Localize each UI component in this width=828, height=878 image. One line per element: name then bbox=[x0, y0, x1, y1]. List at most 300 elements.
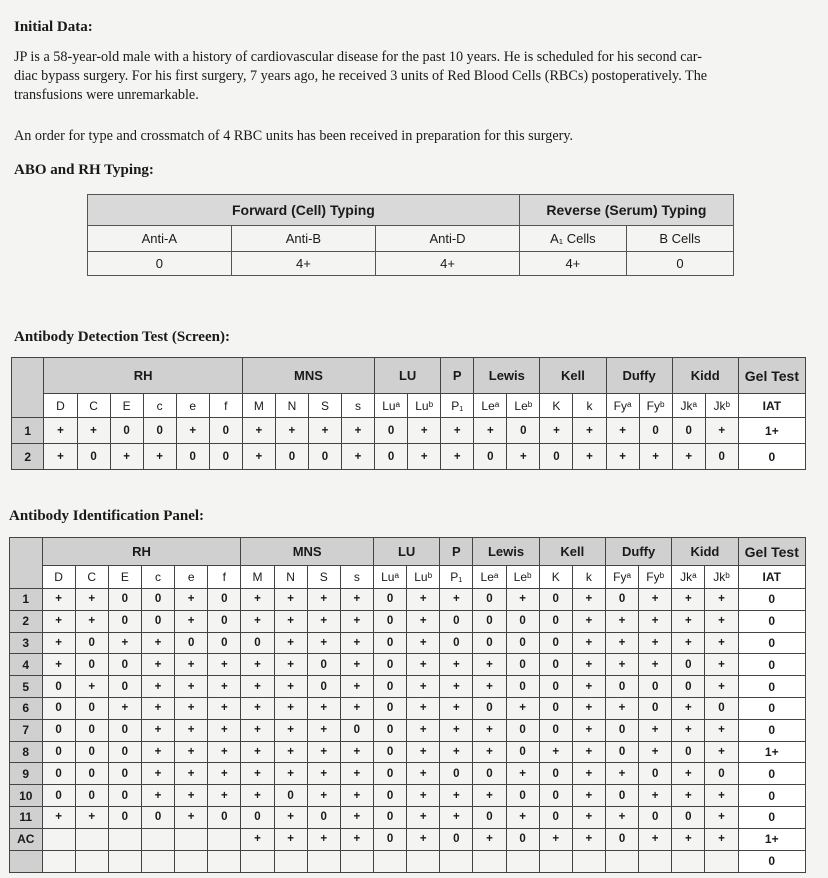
panel-reaction-cell bbox=[75, 850, 108, 872]
panel-reaction-cell: + bbox=[705, 806, 738, 828]
panel-reaction-cell: 0 bbox=[539, 589, 572, 611]
panel-reaction-cell: + bbox=[440, 654, 473, 676]
panel-group-kidd: Kidd bbox=[672, 538, 738, 566]
panel-reaction-cell: + bbox=[208, 785, 241, 807]
screen-antigen-header: Fyᵇ bbox=[639, 394, 672, 418]
panel-reaction-cell: + bbox=[141, 676, 174, 698]
panel-cell-label: 7 bbox=[10, 719, 43, 741]
abo-header-anti-a: Anti-A bbox=[88, 226, 232, 252]
panel-reaction-cell: 0 bbox=[108, 785, 141, 807]
screen-reaction-cell: + bbox=[342, 444, 375, 470]
screen-group-kidd: Kidd bbox=[672, 358, 738, 394]
panel-gel-result: 1+ bbox=[738, 741, 805, 763]
panel-reaction-cell: + bbox=[141, 741, 174, 763]
panel-reaction-cell: + bbox=[241, 828, 274, 850]
panel-reaction-cell: 0 bbox=[506, 741, 539, 763]
panel-reaction-cell: + bbox=[42, 589, 75, 611]
reverse-typing-header: Reverse (Serum) Typing bbox=[519, 195, 733, 226]
panel-cell-label: 9 bbox=[10, 763, 43, 785]
panel-reaction-cell: 0 bbox=[473, 806, 506, 828]
panel-reaction-cell: + bbox=[175, 676, 208, 698]
panel-reaction-cell: + bbox=[705, 676, 738, 698]
panel-antigen-header: Luᵇ bbox=[407, 566, 440, 589]
screen-antigen-header: Luᵃ bbox=[375, 394, 408, 418]
panel-reaction-cell: + bbox=[340, 741, 373, 763]
forward-typing-header: Forward (Cell) Typing bbox=[88, 195, 520, 226]
abo-header-a1-cells: A₁ Cells bbox=[519, 226, 626, 252]
panel-gel-result: 0 bbox=[738, 632, 805, 654]
panel-group-p: P bbox=[440, 538, 473, 566]
panel-reaction-cell: 0 bbox=[539, 632, 572, 654]
panel-cell-label: 2 bbox=[10, 610, 43, 632]
screen-reaction-cell: 0 bbox=[176, 444, 209, 470]
panel-reaction-cell: + bbox=[340, 828, 373, 850]
panel-reaction-cell: + bbox=[274, 610, 307, 632]
panel-reaction-cell: + bbox=[241, 654, 274, 676]
panel-reaction-cell: + bbox=[208, 719, 241, 741]
panel-reaction-cell bbox=[307, 850, 340, 872]
panel-reaction-cell: 0 bbox=[373, 654, 406, 676]
panel-antigen-header: s bbox=[340, 566, 373, 589]
panel-reaction-cell: 0 bbox=[241, 632, 274, 654]
panel-reaction-cell: + bbox=[175, 610, 208, 632]
panel-reaction-cell: + bbox=[572, 654, 605, 676]
panel-reaction-cell bbox=[141, 828, 174, 850]
panel-reaction-cell: + bbox=[506, 806, 539, 828]
panel-reaction-cell: + bbox=[307, 697, 340, 719]
panel-reaction-cell bbox=[208, 828, 241, 850]
panel-reaction-cell: + bbox=[440, 697, 473, 719]
panel-reaction-cell: + bbox=[672, 589, 705, 611]
panel-reaction-cell bbox=[42, 850, 75, 872]
screen-antigen-header: C bbox=[77, 394, 110, 418]
panel-reaction-cell: + bbox=[705, 785, 738, 807]
panel-reaction-cell: + bbox=[340, 589, 373, 611]
screen-reaction-cell: + bbox=[176, 418, 209, 444]
panel-reaction-cell: + bbox=[208, 676, 241, 698]
panel-reaction-cell: 0 bbox=[42, 741, 75, 763]
panel-reaction-cell: 0 bbox=[175, 632, 208, 654]
screen-antigen-header: k bbox=[573, 394, 606, 418]
panel-reaction-cell: 0 bbox=[539, 610, 572, 632]
panel-reaction-cell: + bbox=[274, 697, 307, 719]
abo-rh-table bbox=[87, 194, 734, 276]
panel-reaction-cell: + bbox=[440, 589, 473, 611]
screen-reaction-cell: + bbox=[77, 418, 110, 444]
panel-reaction-cell: + bbox=[705, 589, 738, 611]
panel-antigen-header: k bbox=[572, 566, 605, 589]
abo-header-b-cells: B Cells bbox=[626, 226, 733, 252]
panel-reaction-cell: + bbox=[241, 676, 274, 698]
panel-reaction-cell: 0 bbox=[473, 632, 506, 654]
panel-reaction-cell: + bbox=[639, 828, 672, 850]
panel-row bbox=[10, 719, 806, 741]
panel-reaction-cell: 0 bbox=[639, 763, 672, 785]
panel-reaction-cell: 0 bbox=[274, 785, 307, 807]
panel-reaction-cell: + bbox=[141, 632, 174, 654]
screen-reaction-cell: + bbox=[606, 418, 639, 444]
panel-cell-label: 4 bbox=[10, 654, 43, 676]
panel-reaction-cell: + bbox=[407, 610, 440, 632]
panel-reaction-cell: 0 bbox=[539, 719, 572, 741]
panel-reaction-cell bbox=[407, 850, 440, 872]
panel-reaction-cell: + bbox=[705, 610, 738, 632]
panel-reaction-cell: + bbox=[108, 697, 141, 719]
panel-reaction-cell: 0 bbox=[605, 785, 638, 807]
panel-gel-result: 0 bbox=[738, 785, 805, 807]
panel-reaction-cell: + bbox=[705, 654, 738, 676]
panel-reaction-cell: + bbox=[572, 806, 605, 828]
abo-heading: ABO and RH Typing: bbox=[14, 162, 154, 178]
panel-reaction-cell: + bbox=[407, 719, 440, 741]
panel-reaction-cell: + bbox=[672, 785, 705, 807]
panel-reaction-cell: 0 bbox=[440, 632, 473, 654]
panel-reaction-cell bbox=[108, 850, 141, 872]
panel-reaction-cell: + bbox=[572, 676, 605, 698]
panel-group-lewis: Lewis bbox=[473, 538, 539, 566]
panel-reaction-cell: 0 bbox=[75, 785, 108, 807]
panel-reaction-cell bbox=[506, 850, 539, 872]
panel-reaction-cell: 0 bbox=[141, 806, 174, 828]
panel-heading: Antibody Identification Panel: bbox=[9, 508, 205, 524]
panel-reaction-cell: + bbox=[506, 589, 539, 611]
panel-reaction-cell: + bbox=[572, 741, 605, 763]
screen-reaction-cell: 0 bbox=[275, 444, 308, 470]
panel-reaction-cell: + bbox=[672, 697, 705, 719]
panel-reaction-cell: + bbox=[572, 610, 605, 632]
panel-reaction-cell: + bbox=[307, 719, 340, 741]
panel-reaction-cell: + bbox=[605, 610, 638, 632]
panel-reaction-cell: + bbox=[307, 785, 340, 807]
panel-reaction-cell: + bbox=[340, 654, 373, 676]
panel-reaction-cell: 0 bbox=[108, 589, 141, 611]
panel-group-kell: Kell bbox=[539, 538, 605, 566]
panel-reaction-cell: + bbox=[42, 654, 75, 676]
panel-reaction-cell: + bbox=[407, 763, 440, 785]
panel-reaction-cell: + bbox=[440, 741, 473, 763]
screen-reaction-cell: 0 bbox=[507, 418, 540, 444]
panel-reaction-cell: + bbox=[407, 632, 440, 654]
panel-reaction-cell: 0 bbox=[108, 741, 141, 763]
panel-reaction-cell: + bbox=[506, 763, 539, 785]
panel-antigen-header: c bbox=[141, 566, 174, 589]
panel-group-mns: MNS bbox=[241, 538, 374, 566]
panel-reaction-cell: + bbox=[241, 741, 274, 763]
screen-antigen-header: s bbox=[342, 394, 375, 418]
panel-reaction-cell: 0 bbox=[473, 763, 506, 785]
panel-reaction-cell: 0 bbox=[639, 676, 672, 698]
panel-row bbox=[10, 697, 806, 719]
panel-reaction-cell: 0 bbox=[506, 785, 539, 807]
panel-reaction-cell: + bbox=[175, 589, 208, 611]
panel-reaction-cell: 0 bbox=[75, 632, 108, 654]
panel-reaction-cell: + bbox=[141, 719, 174, 741]
panel-reaction-cell: + bbox=[407, 806, 440, 828]
screen-gel-result: 1+ bbox=[738, 418, 805, 444]
panel-reaction-cell: 0 bbox=[108, 806, 141, 828]
panel-reaction-cell: + bbox=[241, 763, 274, 785]
panel-antigen-header: Jkᵃ bbox=[672, 566, 705, 589]
panel-reaction-cell: 0 bbox=[208, 632, 241, 654]
panel-reaction-cell: + bbox=[407, 676, 440, 698]
panel-reaction-cell: + bbox=[340, 763, 373, 785]
panel-cell-label: 1 bbox=[10, 589, 43, 611]
screen-reaction-cell: 0 bbox=[672, 418, 705, 444]
screen-reaction-cell: + bbox=[672, 444, 705, 470]
panel-reaction-cell: + bbox=[572, 763, 605, 785]
screen-reaction-cell: 0 bbox=[209, 418, 242, 444]
panel-reaction-cell: + bbox=[241, 785, 274, 807]
panel-row bbox=[10, 806, 806, 828]
panel-gel-result: 1+ bbox=[738, 828, 805, 850]
panel-cell-label: AC bbox=[10, 828, 43, 850]
panel-reaction-cell: 0 bbox=[108, 676, 141, 698]
panel-reaction-cell: + bbox=[672, 763, 705, 785]
panel-reaction-cell: + bbox=[473, 654, 506, 676]
panel-reaction-cell: + bbox=[340, 697, 373, 719]
panel-reaction-cell: 0 bbox=[605, 589, 638, 611]
panel-cell-label: 3 bbox=[10, 632, 43, 654]
panel-antigen-header: f bbox=[208, 566, 241, 589]
screen-gel-result: 0 bbox=[738, 444, 805, 470]
panel-reaction-cell: 0 bbox=[506, 654, 539, 676]
panel-reaction-cell: 0 bbox=[108, 610, 141, 632]
screen-reaction-cell: + bbox=[606, 444, 639, 470]
panel-reaction-cell bbox=[108, 828, 141, 850]
case-line-2: diac bypass surgery. For his first surgery, 7 years ago, he received 3 units of Red Blood Cells (RBCs) postoperatively. The bbox=[14, 68, 708, 84]
panel-reaction-cell: + bbox=[672, 632, 705, 654]
panel-reaction-cell: + bbox=[42, 632, 75, 654]
screen-corner-cell bbox=[12, 358, 44, 418]
panel-reaction-cell: + bbox=[473, 785, 506, 807]
panel-row bbox=[10, 654, 806, 676]
panel-reaction-cell: 0 bbox=[373, 697, 406, 719]
panel-reaction-cell: + bbox=[340, 785, 373, 807]
panel-reaction-cell bbox=[539, 850, 572, 872]
panel-reaction-cell: + bbox=[42, 806, 75, 828]
panel-reaction-cell: 0 bbox=[75, 741, 108, 763]
panel-reaction-cell: 0 bbox=[539, 785, 572, 807]
screen-reaction-cell: + bbox=[275, 418, 308, 444]
panel-reaction-cell: + bbox=[605, 763, 638, 785]
screen-antigen-header: Leᵃ bbox=[474, 394, 507, 418]
screen-antigen-header: D bbox=[44, 394, 77, 418]
panel-reaction-cell: + bbox=[274, 676, 307, 698]
panel-reaction-cell: 0 bbox=[506, 610, 539, 632]
screen-reaction-cell: + bbox=[408, 418, 441, 444]
panel-reaction-cell: + bbox=[506, 697, 539, 719]
panel-reaction-cell: 0 bbox=[208, 806, 241, 828]
panel-gel-result: 0 bbox=[738, 763, 805, 785]
screen-reaction-cell: + bbox=[242, 418, 275, 444]
panel-reaction-cell bbox=[42, 828, 75, 850]
panel-reaction-cell: + bbox=[473, 828, 506, 850]
panel-reaction-cell: + bbox=[440, 676, 473, 698]
panel-gel-result: 0 bbox=[738, 806, 805, 828]
panel-reaction-cell bbox=[605, 850, 638, 872]
abo-value-a1-cells: 4+ bbox=[519, 252, 626, 276]
panel-reaction-cell: 0 bbox=[539, 697, 572, 719]
panel-reaction-cell: + bbox=[141, 785, 174, 807]
panel-reaction-cell: + bbox=[407, 828, 440, 850]
panel-reaction-cell: 0 bbox=[141, 610, 174, 632]
panel-reaction-cell: 0 bbox=[373, 785, 406, 807]
screen-cell-label: 1 bbox=[12, 418, 44, 444]
panel-reaction-cell bbox=[672, 850, 705, 872]
screen-reaction-cell: 0 bbox=[77, 444, 110, 470]
panel-reaction-cell bbox=[373, 850, 406, 872]
panel-antigen-header: M bbox=[241, 566, 274, 589]
panel-reaction-cell: + bbox=[274, 828, 307, 850]
panel-reaction-cell: + bbox=[175, 719, 208, 741]
panel-reaction-cell: 0 bbox=[141, 589, 174, 611]
screen-antigen-header: P₁ bbox=[441, 394, 474, 418]
panel-reaction-cell bbox=[241, 850, 274, 872]
panel-reaction-cell: 0 bbox=[307, 654, 340, 676]
panel-gel-result: 0 bbox=[738, 654, 805, 676]
panel-reaction-cell: + bbox=[705, 632, 738, 654]
panel-reaction-cell: + bbox=[241, 610, 274, 632]
screen-group-lu: LU bbox=[375, 358, 441, 394]
panel-reaction-cell: 0 bbox=[340, 719, 373, 741]
panel-row bbox=[10, 632, 806, 654]
panel-reaction-cell: 0 bbox=[672, 654, 705, 676]
initial-data-heading: Initial Data: bbox=[14, 19, 93, 35]
panel-reaction-cell: + bbox=[274, 589, 307, 611]
panel-reaction-cell: 0 bbox=[42, 785, 75, 807]
screen-group-p: P bbox=[441, 358, 474, 394]
panel-reaction-cell: + bbox=[75, 806, 108, 828]
panel-antigen-header: Luᵃ bbox=[373, 566, 406, 589]
panel-reaction-cell: + bbox=[175, 654, 208, 676]
panel-reaction-cell: 0 bbox=[75, 654, 108, 676]
case-paragraph bbox=[14, 48, 707, 105]
panel-reaction-cell: 0 bbox=[672, 741, 705, 763]
order-paragraph: An order for type and crossmatch of 4 RBC units has been received in preparation for this surgery. bbox=[14, 128, 574, 144]
panel-reaction-cell: 0 bbox=[373, 632, 406, 654]
panel-reaction-cell: 0 bbox=[539, 654, 572, 676]
panel-reaction-cell: + bbox=[307, 828, 340, 850]
panel-reaction-cell: + bbox=[473, 719, 506, 741]
panel-iat-header: IAT bbox=[738, 566, 805, 589]
screen-cell-label: 2 bbox=[12, 444, 44, 470]
panel-reaction-cell: + bbox=[440, 719, 473, 741]
panel-reaction-cell: + bbox=[639, 719, 672, 741]
screen-reaction-cell: + bbox=[507, 444, 540, 470]
panel-row bbox=[10, 785, 806, 807]
panel-reaction-cell: 0 bbox=[672, 676, 705, 698]
panel-reaction-cell: 0 bbox=[506, 828, 539, 850]
panel-antigen-header: P₁ bbox=[440, 566, 473, 589]
panel-reaction-cell: 0 bbox=[605, 828, 638, 850]
abo-value-anti-b: 4+ bbox=[231, 252, 376, 276]
panel-reaction-cell: 0 bbox=[42, 676, 75, 698]
screen-reaction-cell: 0 bbox=[308, 444, 341, 470]
panel-reaction-cell: 0 bbox=[672, 806, 705, 828]
panel-antigen-header: D bbox=[42, 566, 75, 589]
panel-reaction-cell: + bbox=[440, 806, 473, 828]
panel-reaction-cell: 0 bbox=[42, 719, 75, 741]
screen-reaction-cell: 0 bbox=[540, 444, 573, 470]
panel-reaction-cell: 0 bbox=[373, 741, 406, 763]
panel-reaction-cell: + bbox=[274, 763, 307, 785]
screen-reaction-cell: + bbox=[705, 418, 738, 444]
panel-reaction-cell: + bbox=[42, 610, 75, 632]
panel-reaction-cell: + bbox=[572, 697, 605, 719]
screen-row bbox=[12, 444, 806, 470]
panel-reaction-cell: 0 bbox=[440, 763, 473, 785]
panel-group-rh: RH bbox=[42, 538, 241, 566]
panel-reaction-cell: 0 bbox=[373, 610, 406, 632]
panel-reaction-cell: 0 bbox=[307, 806, 340, 828]
panel-reaction-cell: + bbox=[75, 610, 108, 632]
panel-antigen-header: Leᵇ bbox=[506, 566, 539, 589]
screen-group-rh: RH bbox=[44, 358, 242, 394]
panel-gel-result: 0 bbox=[738, 676, 805, 698]
panel-antigen-header: C bbox=[75, 566, 108, 589]
panel-reaction-cell: + bbox=[605, 697, 638, 719]
screen-reaction-cell: 0 bbox=[705, 444, 738, 470]
panel-reaction-cell: 0 bbox=[108, 719, 141, 741]
screen-reaction-cell: + bbox=[110, 444, 143, 470]
screen-row bbox=[12, 418, 806, 444]
panel-reaction-cell: + bbox=[639, 785, 672, 807]
panel-row bbox=[10, 610, 806, 632]
case-line-1: JP is a 58-year-old male with a history of cardiovascular disease for the past 10 years. He is scheduled for his second car- bbox=[14, 49, 702, 65]
screen-group-kell: Kell bbox=[540, 358, 606, 394]
abo-value-anti-d: 4+ bbox=[376, 252, 520, 276]
screen-reaction-cell: + bbox=[408, 444, 441, 470]
screen-reaction-cell: 0 bbox=[474, 444, 507, 470]
antibody-panel-table bbox=[9, 537, 806, 873]
panel-reaction-cell: + bbox=[407, 589, 440, 611]
panel-reaction-cell bbox=[340, 850, 373, 872]
panel-reaction-cell: 0 bbox=[473, 589, 506, 611]
panel-reaction-cell: + bbox=[175, 785, 208, 807]
screen-group-lewis: Lewis bbox=[474, 358, 540, 394]
panel-reaction-cell: + bbox=[572, 632, 605, 654]
screen-antigen-header: e bbox=[176, 394, 209, 418]
screen-antigen-header: M bbox=[242, 394, 275, 418]
panel-cell-label bbox=[10, 850, 43, 872]
panel-reaction-cell: + bbox=[175, 763, 208, 785]
panel-reaction-cell: + bbox=[175, 697, 208, 719]
panel-antigen-header: N bbox=[274, 566, 307, 589]
panel-reaction-cell: 0 bbox=[373, 676, 406, 698]
panel-reaction-cell: + bbox=[407, 654, 440, 676]
screen-antigen-header: Jkᵃ bbox=[672, 394, 705, 418]
panel-reaction-cell: 0 bbox=[208, 589, 241, 611]
screen-reaction-cell: + bbox=[308, 418, 341, 444]
screen-reaction-cell: + bbox=[441, 418, 474, 444]
panel-reaction-cell bbox=[141, 850, 174, 872]
panel-reaction-cell: + bbox=[307, 632, 340, 654]
panel-reaction-cell bbox=[175, 850, 208, 872]
screen-antigen-header: K bbox=[540, 394, 573, 418]
antibody-screen-table bbox=[11, 357, 806, 470]
panel-reaction-cell: + bbox=[639, 589, 672, 611]
panel-reaction-cell bbox=[440, 850, 473, 872]
panel-reaction-cell: 0 bbox=[75, 719, 108, 741]
panel-reaction-cell: + bbox=[572, 785, 605, 807]
panel-reaction-cell: 0 bbox=[208, 610, 241, 632]
panel-reaction-cell: + bbox=[241, 697, 274, 719]
panel-reaction-cell: + bbox=[208, 654, 241, 676]
screen-reaction-cell: + bbox=[242, 444, 275, 470]
panel-reaction-cell: + bbox=[340, 610, 373, 632]
panel-reaction-cell: + bbox=[75, 676, 108, 698]
panel-corner-cell bbox=[10, 538, 43, 589]
